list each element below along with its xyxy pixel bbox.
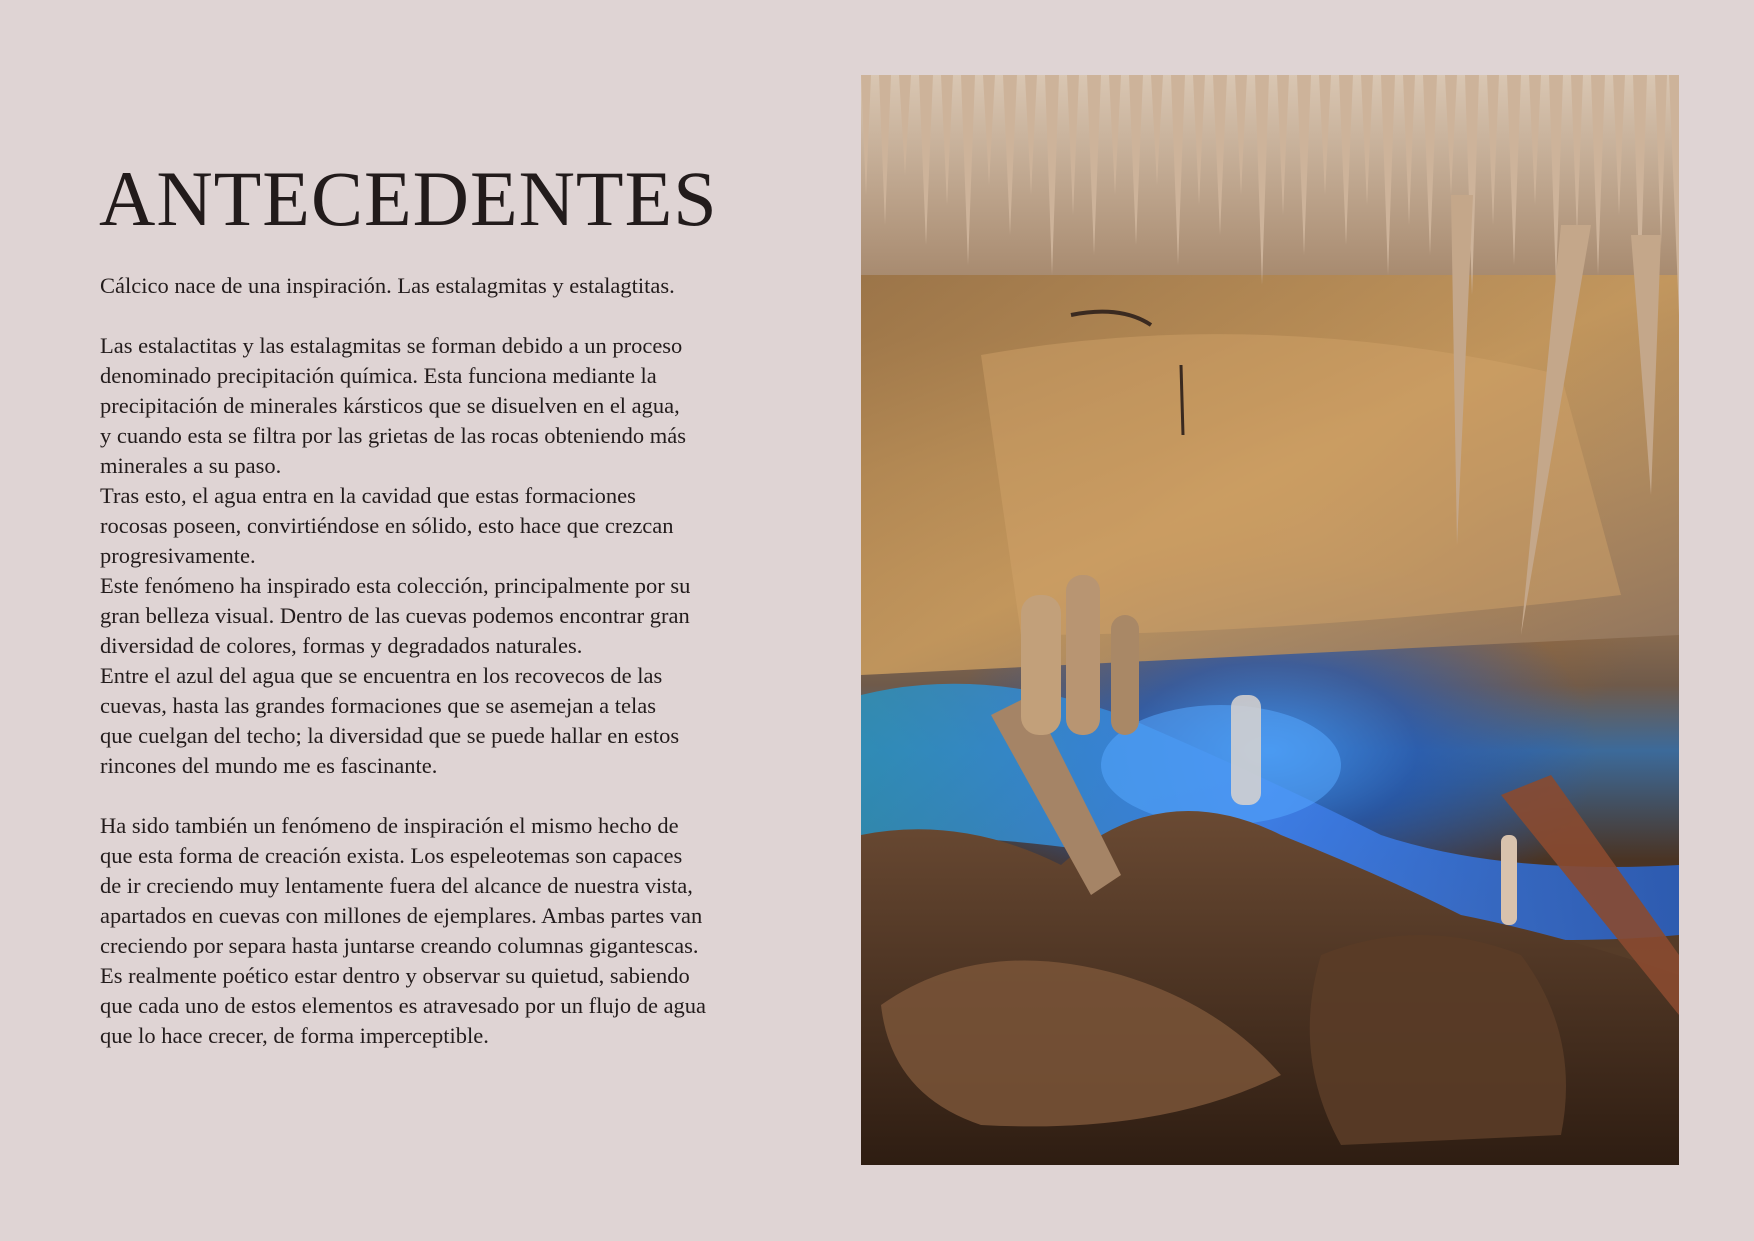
body-line: gran belleza visual. Dentro de las cuevas podemos encontrar gran xyxy=(100,603,690,628)
body-line: Las estalactitas y las estalagmitas se forman debido a un proceso xyxy=(100,333,683,358)
body-text xyxy=(100,271,790,1051)
body-line: rocosas poseen, convirtiéndose en sólido, esto hace que crezcan xyxy=(100,513,674,538)
cave-illustration xyxy=(861,75,1679,1165)
body-line: apartados en cuevas con millones de ejemplares. Ambas partes van xyxy=(100,903,703,928)
body-line: que cada uno de estos elementos es atravesado por un flujo de agua xyxy=(100,993,707,1018)
body-line: Entre el azul del agua que se encuentra en los recovecos de las xyxy=(100,663,663,688)
body-line: cuevas, hasta las grandes formaciones que se asemejan a telas xyxy=(100,693,657,718)
body-line: Ha sido también un fenómeno de inspiración el mismo hecho de xyxy=(100,813,679,838)
body-line: que lo hace crecer, de forma imperceptible. xyxy=(100,1023,489,1048)
paragraph-gap xyxy=(100,781,790,811)
body-line: rincones del mundo me es fascinante. xyxy=(100,753,438,778)
body-line: progresivamente. xyxy=(100,543,256,568)
body-line: de ir creciendo muy lentamente fuera del alcance de nuestra vista, xyxy=(100,873,693,898)
body-line: y cuando esta se filtra por las grietas de las rocas obteniendo más xyxy=(100,423,687,448)
body-line: minerales a su paso. xyxy=(100,453,282,478)
body-line: diversidad de colores, formas y degradados naturales. xyxy=(100,633,583,658)
intro-line: Cálcico nace de una inspiración. Las estalagmitas y estalagtitas. xyxy=(100,273,675,298)
paragraph-gap xyxy=(100,301,790,331)
body-line: Este fenómeno ha inspirado esta colección, principalmente por su xyxy=(100,573,691,598)
body-line: que cuelgan del techo; la diversidad que se puede hallar en estos xyxy=(100,723,680,748)
page-title: ANTECEDENTES xyxy=(99,155,718,242)
body-line: que esta forma de creación exista. Los espeleotemas son capaces xyxy=(100,843,683,868)
body-line: Es realmente poético estar dentro y observar su quietud, sabiendo xyxy=(100,963,690,988)
cave-photo xyxy=(861,75,1679,1165)
body-line: creciendo por separa hasta juntarse creando columnas gigantescas. xyxy=(100,933,699,958)
body-line: denominado precipitación química. Esta funciona mediante la xyxy=(100,363,657,388)
body-line: Tras esto, el agua entra en la cavidad que estas formaciones xyxy=(100,483,636,508)
body-line: precipitación de minerales kársticos que se disuelven en el agua, xyxy=(100,393,680,418)
